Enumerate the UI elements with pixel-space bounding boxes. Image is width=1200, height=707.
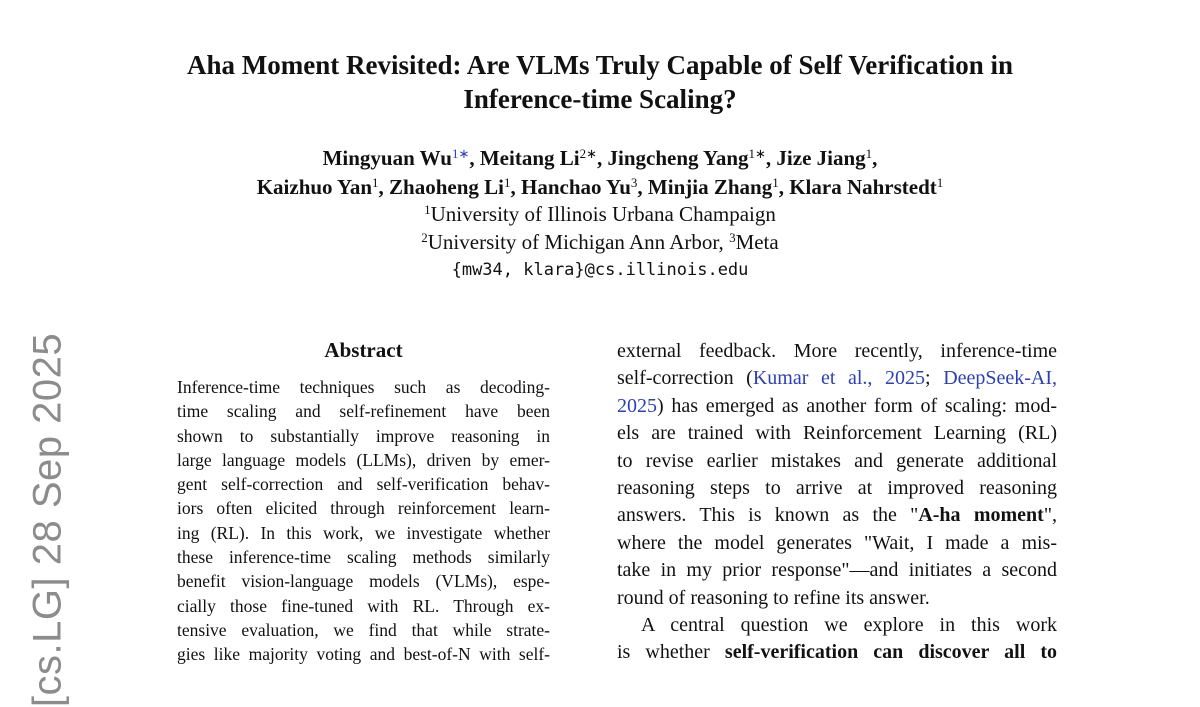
intro-line: A central question we explore in this work xyxy=(641,614,1057,637)
citation-link-deepseek[interactable]: DeepSeek-AI, xyxy=(943,367,1058,390)
author-mark: 1∗ xyxy=(748,146,766,161)
citation-link-deepseek-year[interactable]: 2025 xyxy=(617,394,657,417)
affiliation-mark: 3 xyxy=(729,230,736,245)
affiliation-2 xyxy=(100,228,1100,256)
arxiv-side-stamp: [cs.LG] 28 Sep 2025 xyxy=(25,332,70,707)
author-mark: 1 xyxy=(865,146,873,161)
affiliation-name: University of Michigan Ann Arbor, xyxy=(427,230,730,254)
intro-line xyxy=(617,393,1057,420)
abstract-line: benefit vision-language models (VLMs), espe- xyxy=(177,571,550,592)
abstract-line: iors often elicited through reinforcement learn- xyxy=(177,498,550,519)
paper-title xyxy=(100,48,1100,116)
author-name: Meitang Li xyxy=(479,146,580,170)
abstract-line: Inference-time techniques such as decoding- xyxy=(177,377,550,397)
abstract-line: time scaling and self-refinement have been xyxy=(177,401,550,422)
intro-text: answers. This is known as the " xyxy=(617,504,919,527)
intro-text: ", xyxy=(1043,504,1057,527)
author-name: Jize Jiang xyxy=(776,146,866,170)
affiliation-name: University of Illinois Urbana Champaign xyxy=(430,202,776,226)
aha-moment-term: A-ha moment xyxy=(918,504,1044,527)
author-mark: 1 xyxy=(772,175,779,190)
author-name: Klara Nahrstedt xyxy=(789,175,937,199)
abstract-body xyxy=(177,375,550,667)
intro-text: ) has emerged as another form of scaling: mod- xyxy=(657,394,1057,417)
abstract-line: tensive evaluation, we find that while strate- xyxy=(177,619,550,640)
author-mark[interactable]: 1∗ xyxy=(451,146,470,161)
author-name: Jingcheng Yang xyxy=(607,146,749,170)
intro-line xyxy=(617,639,1057,666)
intro-line: where the model generates "Wait, I made a mis- xyxy=(617,531,1057,554)
affiliation-mark: 1 xyxy=(424,202,431,217)
abstract-line: gies like majority voting and best-of-N with self- xyxy=(177,644,550,665)
intro-text: is whether xyxy=(617,641,725,664)
affiliation-name: Meta xyxy=(735,230,779,254)
intro-line: els are trained with Reinforcement Learning (RL) xyxy=(617,422,1057,445)
abstract-line: shown to substantially improve reasoning in xyxy=(177,425,550,446)
intro-line xyxy=(617,502,1057,529)
author-name: Minjia Zhang xyxy=(647,175,773,199)
abstract-line: these inference-time scaling methods similarly xyxy=(177,547,550,568)
introduction-body xyxy=(617,338,1057,667)
author-name: Hanchao Yu xyxy=(521,175,631,199)
author-mark: 1 xyxy=(936,175,944,190)
contact-email[interactable]: {mw34, klara}@cs.illinois.edu xyxy=(451,260,749,280)
abstract-heading: Abstract xyxy=(324,338,403,362)
author-name: Mingyuan Wu xyxy=(322,146,452,170)
intro-line: to revise earlier mistakes and generate additional xyxy=(617,449,1057,472)
intro-text: ; xyxy=(925,367,944,390)
intro-text: self-correction ( xyxy=(617,367,753,390)
abstract-line: cially those fine-tuned with RL. Through ex- xyxy=(177,595,550,616)
abstract-line: gent self-correction and self-verification behav- xyxy=(177,474,550,495)
author-name: Kaizhuo Yan xyxy=(256,175,373,199)
intro-line: external feedback. More recently, inference-time xyxy=(617,340,1057,362)
intro-bold-text: self-verification can discover all to xyxy=(724,641,1057,664)
author-mark: 2∗ xyxy=(579,146,597,161)
intro-line xyxy=(617,365,1057,392)
author-name: Zhaoheng Li xyxy=(389,175,505,199)
affiliation-1 xyxy=(100,200,1100,228)
author-mark: 1 xyxy=(372,175,379,190)
intro-line: round of reasoning to refine its answer. xyxy=(617,586,930,609)
abstract-line: large language models (LLMs), driven by emer- xyxy=(177,449,550,470)
title-line-1: Aha Moment Revisited: Are VLMs Truly Capable of Self Verification in xyxy=(187,50,1013,80)
author-list: Mingyuan $Wu^{1∗}$, Meitang $Li^{2∗}$, Jingcheng Yang$^{1∗}$, Jize Jiang$^1$, Kaizhuo Yan$^1$, Zhaoheng Li$^1$, Hanchao Yu$^3$, Minjia Zhang$^1$, Klara Nahrstedt$^1$ xyxy=(256,146,944,199)
intro-line: take in my prior response"—and initiates a second xyxy=(617,559,1057,582)
abstract-line: ing (RL). In this work, we investigate whether xyxy=(177,522,550,543)
affiliation-mark: 2 xyxy=(421,230,428,245)
author-mark: 3 xyxy=(630,175,638,190)
title-line-2: Inference-time Scaling? xyxy=(463,84,737,114)
intro-line: reasoning steps to arrive at improved reasoning xyxy=(617,477,1057,500)
citation-link-kumar[interactable]: Kumar et al., 2025 xyxy=(752,367,926,390)
author-mark: 1 xyxy=(504,175,511,190)
